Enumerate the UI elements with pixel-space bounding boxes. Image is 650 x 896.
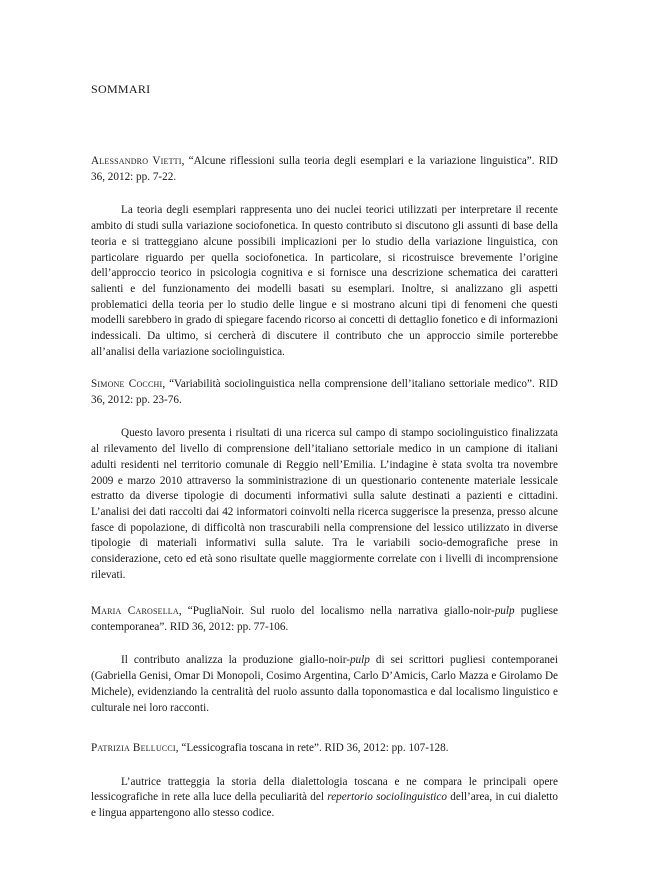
entry-citation-text-end: pugliese contemporanea”. RID 36, 2012: pp. 77-106. bbox=[91, 605, 558, 633]
entry-abstract: La teoria degli esemplari rappresenta uno dei nuclei teorici utilizzati per interpretare il recente ambito di studi sulla variazione sociofonetica. In questo contributo si discutono gli assunti di base della teoria e si tratteggiano alcune possibili implicazioni per lo studio della variazione linguistica, con particolare riguardo per quella sociofonetica. In particolare, si ricostruisce brevemente l’origine dell’approccio teorico in psicologia cognitiva e si fornisce una descrizione schematica dei caratteri salienti e del funzionamento dei modelli basati su esemplari. Inoltre, si analizzano gli aspetti problematici della teoria per lo studio delle lingue e si mostrano alcuni tipi di fenomeni che questi modelli sarebbero in grado di spiegare facendo ricorso ai concetti di dettaglio fonetico e di informazioni indessicali. Da ultimo, si cercherà di discutere il contributo che un approccio simile porterebbe all’analisi della variazione sociolinguistica. bbox=[91, 204, 558, 358]
abstract-text: Il contributo analizza la produzione giallo-noir- bbox=[121, 654, 350, 667]
entry-author: Alessandro Vietti bbox=[91, 155, 182, 167]
summary-entry-bellucci bbox=[91, 741, 558, 822]
abstract-emphasis: repertorio sociolinguistico bbox=[327, 791, 447, 804]
entry-author: Patrizia Bellucci bbox=[91, 742, 176, 754]
entry-citation bbox=[91, 154, 558, 185]
entry-abstract: Questo lavoro presenta i risultati di una ricerca sul campo di stampo sociolinguistico finalizzata al rilevamento del livello di comprensione dell’italiano settoriale medico in un campione di italiani adulti residenti nel territorio comunale di Reggio nell’Emilia. L’indagine è stata svolta tra novembre 2009 e marzo 2010 attraverso la somministrazione di un questionario contenente materiale lessicale estratto da diverse tipologie di documenti informativi sulla salute destinati a pazienti e cittadini. L’analisi dei dati raccolti dai 42 informatori coinvolti nella ricerca suggerisce la presenza, presso alcune fasce di popolazione, di difficoltà non trascurabili nella comprensione del lessico utilizzato in diverse tipologie di materiali informativi sulla salute. Tra le variabili socio-demografiche prese in considerazione, ceto ed età sono risultate quelle maggiormente correlate con i livelli di incomprensione rilevati. bbox=[91, 427, 558, 581]
page-title: SOMMARI bbox=[91, 82, 151, 96]
entry-citation bbox=[91, 377, 558, 408]
entry-citation-text: , “PugliaNoir. Sul ruolo del localismo nella narrativa giallo-noir- bbox=[178, 605, 495, 617]
abstract-text-end: dell’area, in cui dialetto e lingua appartengono allo stesso codice. bbox=[91, 791, 558, 820]
summary-entry-carosella bbox=[91, 604, 558, 716]
entry-citation-text: , “Lessicografia toscana in rete”. RID 36, 2012: pp. 107-128. bbox=[175, 742, 449, 754]
entry-citation bbox=[91, 604, 558, 635]
entry-citation-text: , “Variabilità sociolinguistica nella comprensione dell’italiano settoriale medico”. RID 36, 2012: pp. 23-76. bbox=[91, 378, 558, 406]
entry-author: Simone Cocchi bbox=[91, 378, 163, 390]
abstract-text: L’autrice tratteggia la storia della dialettologia toscana e ne compara le principali opere lessicografiche in rete alla luce della peculiarità del bbox=[91, 775, 558, 804]
entry-citation-emphasis: pulp bbox=[494, 605, 515, 617]
entry-author: Maria Carosella bbox=[91, 605, 179, 617]
abstract-text-end: di sei scrittori pugliesi contemporanei (Gabriella Genisi, Omar Di Monopoli, Cosimo Argentina, Carlo D’Amicis, Carlo Mazza e Girolamo De Michele), evidenziando la centralità del ruolo assunto dalla toponomastica e dal localismo linguistico e culturale nei loro racconti. bbox=[91, 654, 558, 714]
summary-entry-cocchi bbox=[91, 377, 558, 583]
entry-citation bbox=[91, 741, 558, 757]
entry-abstract bbox=[91, 775, 558, 822]
summary-entry-vietti bbox=[91, 154, 558, 360]
abstract-emphasis: pulp bbox=[349, 654, 370, 667]
entry-abstract bbox=[91, 653, 558, 716]
entry-citation-text: , “Alcune riflessioni sulla teoria degli esemplari e la variazione linguistica”. RID 36, 2012: pp. 7-22. bbox=[91, 155, 559, 183]
